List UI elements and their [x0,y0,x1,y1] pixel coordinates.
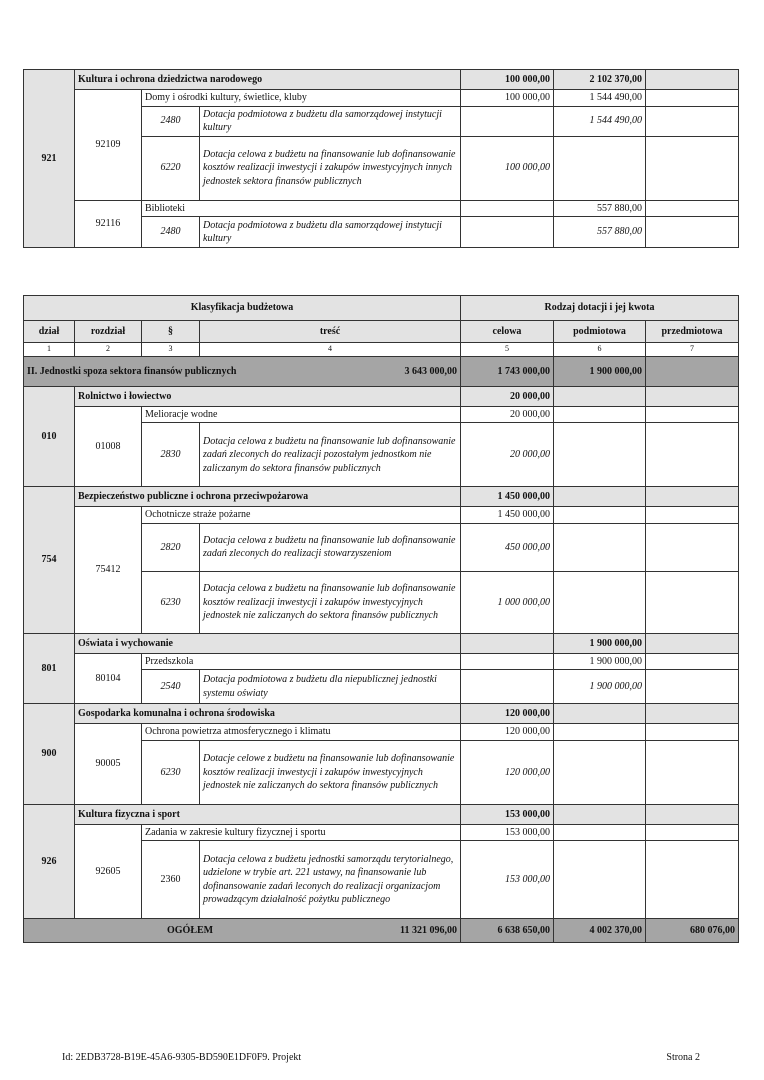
dzial-code: 801 [24,633,75,704]
paragraph-text: Dotacja celowa z budżetu jednostki samorządu terytorialnego, udzielone w trybie art. 221 ustawy, na finansowanie lub dofinansowanie zadań leconych do realizacji organizacjom prowadzącym działalność pożytku publicznego [200,841,461,919]
column-number: 2 [75,343,142,357]
paragraph-text: Dotacja celowa z budżetu na finansowanie lub dofinansowanie zadań zleconych do realizacji stowarzyszeniom [200,523,461,571]
rozdzial-title: Zadania w zakresie kultury fizycznej i sportu [142,824,461,841]
paragraph-text: Dotacja podmiotowa z budżetu dla samorządowej instytucji kultury [200,217,461,248]
total-row [24,919,739,943]
dzial-code: 754 [24,487,75,634]
dzial-row [24,487,739,507]
empty-cell [646,653,739,670]
empty-cell [646,406,739,423]
paragraph-celowa: 153 000,00 [461,841,554,919]
total-sum: 11 321 096,00 [400,925,457,937]
rozdzial-row [24,90,739,107]
paragraph-code: 2820 [142,523,200,571]
header-przedmiotowa: przedmiotowa [646,321,739,343]
paragraph-code: 2480 [142,106,200,136]
header-podmiotowa: podmiotowa [554,321,646,343]
paragraph-code: 2480 [142,217,200,248]
empty-cell [554,740,646,804]
rozdzial-row [24,200,739,217]
header-row-2 [24,321,739,343]
empty-cell [646,571,739,633]
dzial-title: Gospodarka komunalna i ochrona środowiska [75,704,461,724]
rozdzial-row [24,507,739,524]
page-number: Strona 2 [666,1052,700,1063]
dzial-title: Kultura fizyczna i sport [75,804,461,824]
dzial-przedmiotowa [646,70,739,90]
dzial-celowa: 153 000,00 [461,804,554,824]
paragraph-text: Dotacja celowa z budżetu na finansowanie lub dofinansowanie zadań zleconych do realizacji pozostałym jednostkom nie zaliczanym do sektora finansów publicznych [200,423,461,487]
empty-cell [554,824,646,841]
rozdzial-code: 92116 [75,200,142,248]
rozdzial-title: Przedszkola [142,653,461,670]
rozdzial-title: Ochrona powietrza atmosferycznego i klimatu [142,724,461,741]
empty-cell [554,523,646,571]
dzial-celowa: 1 450 000,00 [461,487,554,507]
column-number: 3 [142,343,200,357]
rozdzial-celowa: 153 000,00 [461,824,554,841]
paragraph-podmiotowa [554,136,646,200]
rozdzial-celowa [461,200,554,217]
dzial-row [24,70,739,90]
empty-cell [646,740,739,804]
section-cell [24,356,461,386]
empty-cell [646,217,739,248]
empty-cell [554,423,646,487]
dzial-code: 010 [24,386,75,487]
empty-cell [554,841,646,919]
empty-cell [461,670,554,704]
paragraph-text: Dotacje celowe z budżetu na finansowanie lub dofinansowanie kosztów realizacji inwestycji i zakupów inwestycyjnych jednostek nie zaliczanych do sektora finansów publicznych [200,740,461,804]
section-podmiotowa: 1 900 000,00 [554,356,646,386]
paragraph-celowa: 1 000 000,00 [461,571,554,633]
rozdzial-code: 75412 [75,507,142,634]
paragraph-celowa [461,106,554,136]
dzial-row [24,633,739,653]
empty-cell [461,653,554,670]
paragraph-text: Dotacja celowa z budżetu na finansowanie lub dofinansowanie kosztów realizacji inwestycji i zakupów inwestycyjnych innych jednostek sektora finansów publicznych [200,136,461,200]
total-podmiotowa: 4 002 370,00 [554,919,646,943]
empty-cell [646,841,739,919]
paragraph-celowa: 120 000,00 [461,740,554,804]
rozdzial-code: 92109 [75,90,142,201]
dzial-celowa: 20 000,00 [461,386,554,406]
paragraph-text: Dotacja podmiotowa z budżetu dla samorządowej instytucji kultury [200,106,461,136]
rozdzial-code: 01008 [75,406,142,487]
header-klasyfikacja: Klasyfikacja budżetowa [24,296,461,321]
top-budget-table [23,69,739,248]
empty-cell [554,507,646,524]
header-tresc: treść [200,321,461,343]
column-number: 5 [461,343,554,357]
paragraph-code: 2540 [142,670,200,704]
empty-cell [554,571,646,633]
rozdzial-row [24,653,739,670]
empty-cell [554,406,646,423]
empty-cell [646,804,739,824]
paragraph-code: 6230 [142,571,200,633]
paragraph-code: 6220 [142,136,200,200]
dzial-celowa: 100 000,00 [461,70,554,90]
paragraph-code: 2830 [142,423,200,487]
rozdzial-celowa: 120 000,00 [461,724,554,741]
dzial-podmiotowa: 1 900 000,00 [554,633,646,653]
paragraph-code: 2360 [142,841,200,919]
empty-cell [554,724,646,741]
rozdzial-celowa: 100 000,00 [461,90,554,107]
rozdzial-podmiotowa: 1 900 000,00 [554,653,646,670]
dzial-code: 921 [24,70,75,248]
empty-cell [461,633,554,653]
section-przedmiotowa [646,356,739,386]
empty-cell [646,670,739,704]
section-title: II. Jednostki spoza sektora finansów publicznych [27,365,237,377]
dzial-title: Bezpieczeństwo publiczne i ochrona przeciwpożarowa [75,487,461,507]
dzial-code: 900 [24,704,75,805]
empty-cell [646,824,739,841]
rozdzial-row [24,724,739,741]
rozdzial-title: Ochotnicze straże pożarne [142,507,461,524]
rozdzial-podmiotowa: 1 544 490,00 [554,90,646,107]
rozdzial-code: 80104 [75,653,142,704]
document-id: Id: 2EDB3728-B19E-45A6-9305-BD590E1DF0F9. Projekt [62,1052,302,1063]
empty-cell [554,487,646,507]
rozdzial-title: Melioracje wodne [142,406,461,423]
dzial-code: 926 [24,804,75,919]
empty-cell [554,704,646,724]
empty-cell [646,487,739,507]
rozdzial-code: 90005 [75,724,142,805]
header-paragraph: § [142,321,200,343]
paragraph-code: 6230 [142,740,200,804]
empty-cell [646,423,739,487]
paragraph-podmiotowa: 1 900 000,00 [554,670,646,704]
paragraph-podmiotowa: 1 544 490,00 [554,106,646,136]
empty-cell [554,386,646,406]
empty-cell [554,804,646,824]
dzial-row [24,386,739,406]
rozdzial-title: Domy i ośrodki kultury, świetlice, kluby [142,90,461,107]
header-rodzaj: Rodzaj dotacji i jej kwota [461,296,739,321]
section-total: 3 643 000,00 [404,365,457,377]
total-przedmiotowa: 680 076,00 [646,919,739,943]
rozdzial-celowa: 1 450 000,00 [461,507,554,524]
rozdzial-celowa: 20 000,00 [461,406,554,423]
column-number: 7 [646,343,739,357]
main-budget-table [23,295,739,943]
column-number-row [24,343,739,357]
dzial-title: Kultura i ochrona dziedzictwa narodowego [75,70,461,90]
empty-cell [646,704,739,724]
rozdzial-podmiotowa: 557 880,00 [554,200,646,217]
section-row [24,356,739,386]
paragraph-text: Dotacja celowa z budżetu na finansowanie lub dofinansowanie kosztów realizacji inwestycji i zakupów inwestycyjnych jednostek nie zaliczanych do sektora finansów publicznych [200,571,461,633]
paragraph-celowa: 20 000,00 [461,423,554,487]
total-label: OGÓŁEM [167,925,214,937]
paragraph-podmiotowa: 557 880,00 [554,217,646,248]
empty-cell [646,633,739,653]
empty-cell [646,523,739,571]
paragraph-celowa: 450 000,00 [461,523,554,571]
header-dzial: dział [24,321,75,343]
column-number: 6 [554,343,646,357]
empty-cell [646,724,739,741]
paragraph-celowa [461,217,554,248]
rozdzial-code: 92605 [75,824,142,919]
empty-cell [646,106,739,136]
dzial-title: Rolnictwo i łowiectwo [75,386,461,406]
dzial-row [24,704,739,724]
rozdzial-title: Biblioteki [142,200,461,217]
dzial-row [24,804,739,824]
empty-cell [646,200,739,217]
empty-cell [646,90,739,107]
column-number: 4 [200,343,461,357]
column-number: 1 [24,343,75,357]
header-row-1 [24,296,739,321]
total-celowa: 6 638 650,00 [461,919,554,943]
header-celowa: celowa [461,321,554,343]
dzial-title: Oświata i wychowanie [75,633,461,653]
rozdzial-row [24,406,739,423]
empty-cell [646,136,739,200]
empty-cell [646,386,739,406]
paragraph-celowa: 100 000,00 [461,136,554,200]
rozdzial-row [24,824,739,841]
header-rozdzial: rozdział [75,321,142,343]
total-cell [24,919,461,943]
empty-cell [646,507,739,524]
dzial-podmiotowa: 2 102 370,00 [554,70,646,90]
section-celowa: 1 743 000,00 [461,356,554,386]
dzial-celowa: 120 000,00 [461,704,554,724]
paragraph-text: Dotacja podmiotowa z budżetu dla niepublicznej jednostki systemu oświaty [200,670,461,704]
